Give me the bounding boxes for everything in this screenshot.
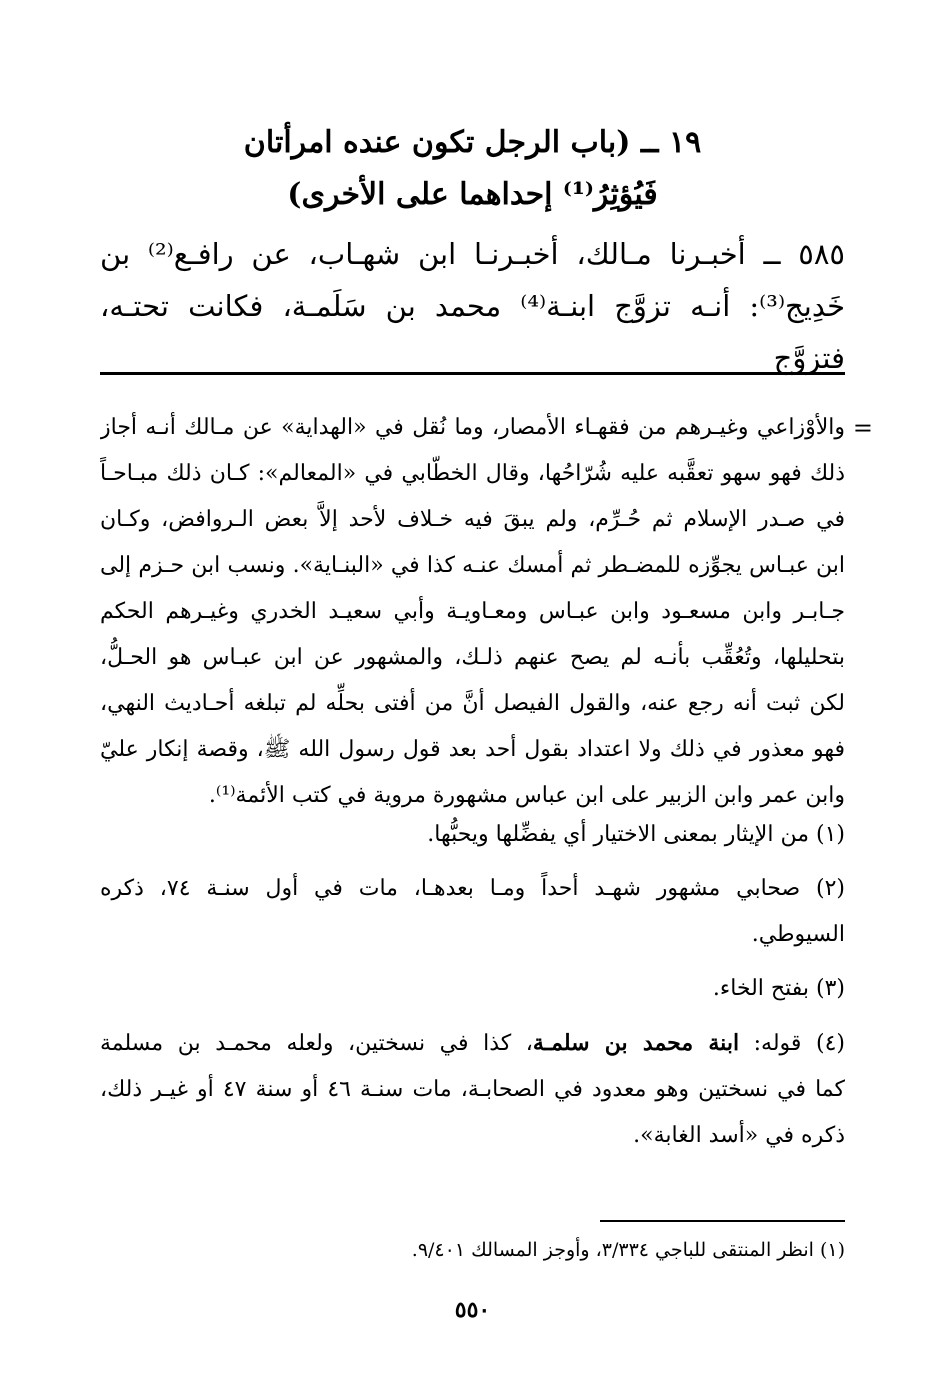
footnote-4-bold-term: ابنة محمد بن سلمـة	[532, 1030, 740, 1056]
commentary-line: بتحليلها، وتُعُقِّب بأنـه لم يصح عنهم ذلـك، والمشهور عن ابن عبـاس هو الحـلُّ،	[100, 645, 845, 670]
commentary-line: والأوْزاعي وغيـرهم من فقهـاء الأمصار، وما نُقل في «الهداية» عن مـالك أنـه أجاز	[100, 415, 845, 440]
commentary-continuation	[100, 405, 873, 819]
footnote-4-line3: ذكره في «أسد الغابة».	[633, 1123, 845, 1148]
source-note: (١) انظر المنتقى للباجي ٣/٣٣٤، وأوجز المسالك ٩/٤٠١.	[411, 1239, 845, 1261]
commentary-line: فهو معذور في ذلك ولا اعتداد بقول أحد بعد قول رسول الله ﷺ، وقصة إنكار عليّ	[100, 737, 845, 762]
footnote-2-line2: السيوطي.	[751, 922, 845, 947]
commentary-line: ابن عبـاس يجوِّزه للمضـطر ثم أمسك عنـه كذا في «البنـاية». ونسب ابن حـزم إلى	[100, 553, 845, 578]
commentary-line: ذلك فهو سهو تعقَّبه عليه شُرّاحُها، وقال الخطّابي في «المعالم»: كـان ذلك مبـاحـاً	[100, 461, 845, 486]
source-note-divider	[600, 1220, 845, 1222]
hadith-text-line2: خَدِيج⁽³⁾: أنـه تزوَّج ابنـة⁽⁴⁾ محمد بن سَلَمـة، فكانت تحتـه، فتزوَّج	[100, 289, 845, 375]
continuation-marker: =	[852, 414, 873, 442]
footnote-1	[100, 812, 845, 858]
commentary-line: وابن عمر وابن الزبير على ابن عباس مشهورة مروية في كتب الأئمة⁽¹⁾.	[208, 783, 845, 808]
footnote-1-text: (١) من الإيثار بمعنى الاختيار أي يفضِّلها ويحبُّها.	[427, 822, 845, 847]
footnote-4-line2: كما في نسختين وهو معدود في الصحابـة، مات سنـة ٤٦ أو سنة ٤٧ أو غيـر ذلك،	[100, 1077, 845, 1102]
footnote-4	[100, 1020, 845, 1159]
commentary-line: لكن ثبت أنه رجع عنه، والقول الفيصل أنَّ من أفتى بحلِّه لم تبلغه أحـاديث النهي،	[100, 691, 845, 716]
footnote-3-text: (٣) بفتح الخاء.	[712, 976, 845, 1001]
footnote-3	[100, 966, 845, 1012]
footnote-2-line1: (٢) صحابي مشهور شهـد أحداً ومـا بعدهـا، مات في أول سنـة ٧٤، ذكره	[100, 876, 845, 901]
footnote-4-line1-rest: ، كذا في نسختين، ولعله محمـد بن مسلمة	[100, 1031, 533, 1056]
commentary-line: جـابـر وابن مسعـود وابن عبـاس ومعـاويـة وأبي سعيـد الخدري وغيـرهم الحكم	[100, 599, 845, 624]
commentary-line: في صـدر الإسلام ثم حُـرِّم، ولم يبقَ فيه خـلاف لأحد إلاَّ بعض الـروافض، وكـان	[100, 507, 845, 532]
chapter-heading-line1: ١٩ ــ (باب الرجل تكون عنده امرأتان	[243, 125, 702, 160]
chapter-heading-line2: فَيُؤثِرُ⁽¹⁾ إحداهما على الأخرى)	[287, 177, 658, 212]
main-text-divider	[100, 372, 845, 375]
hadith-text-line1: ٥٨٥ ــ أخبـرنا مـالك، أخبـرنـا ابن شهـاب، عن رافـع⁽²⁾ بن	[100, 237, 845, 271]
footnote-4-line1	[100, 1020, 845, 1067]
page-number: ٥٥٠	[454, 1297, 491, 1323]
footnote-2	[100, 866, 845, 958]
footnote-4-prefix: (٤) قوله:	[739, 1031, 845, 1056]
